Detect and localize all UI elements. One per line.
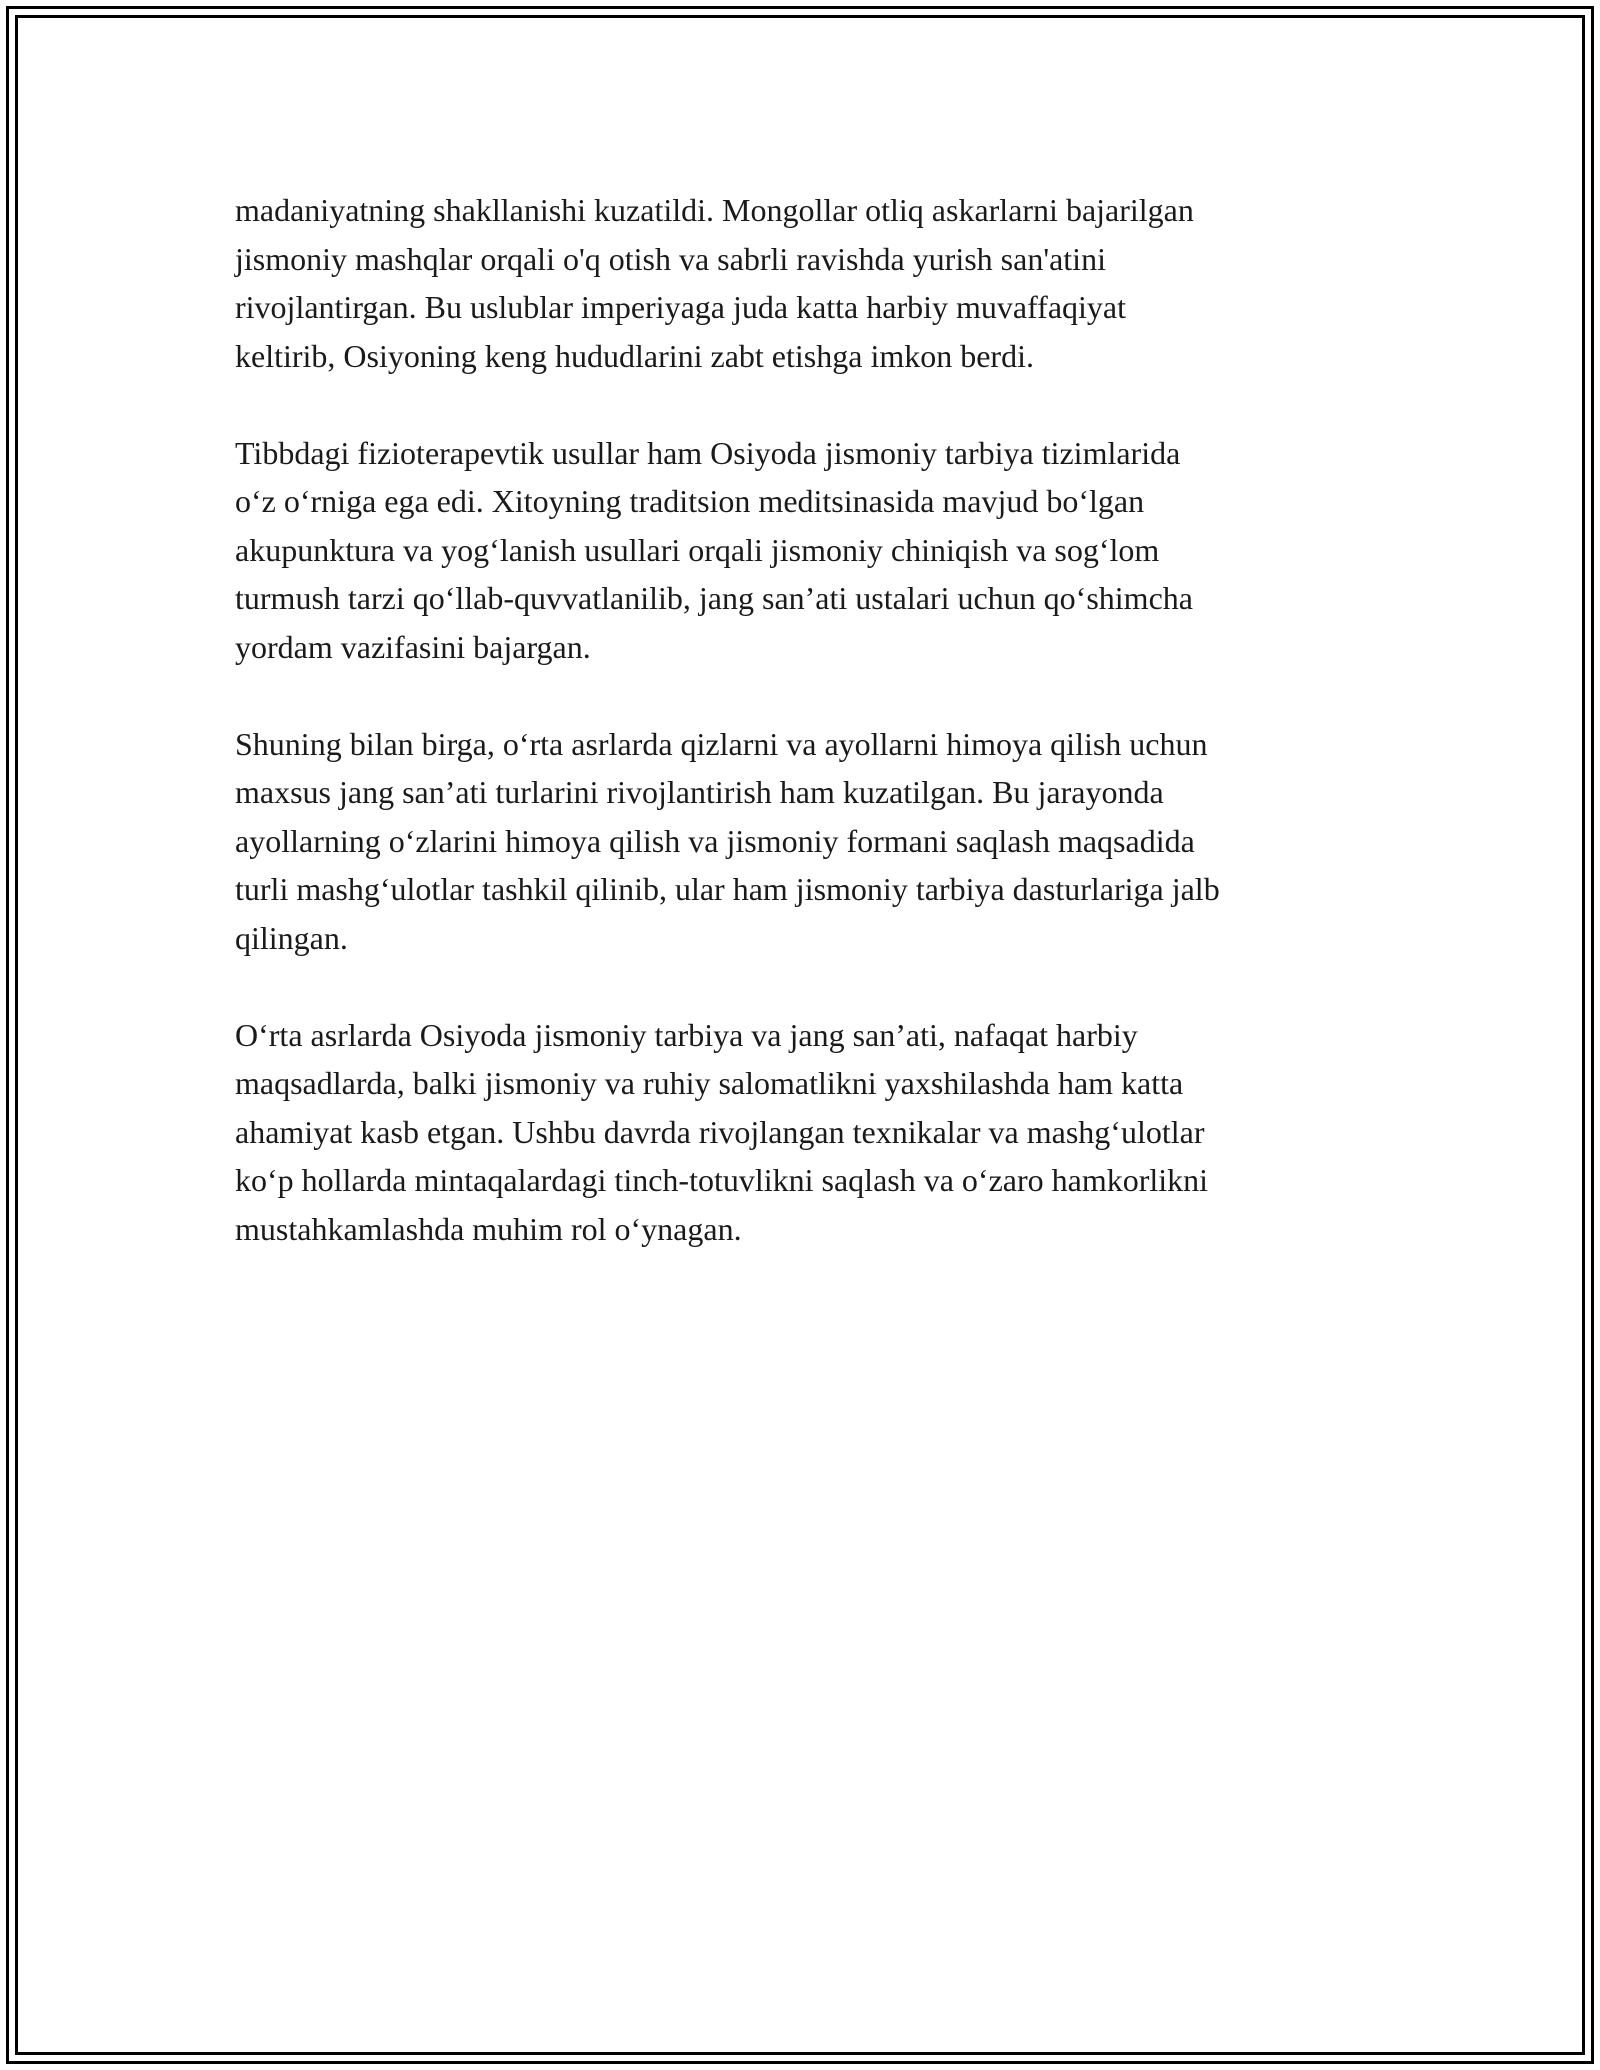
text-line: turli mashg‘ulotlar tashkil qilinib, ular ham jismoniy tarbiya dasturlariga jalb <box>235 871 1220 907</box>
text-line: rivojlantirgan. Bu uslublar imperiyaga juda katta harbiy muvaffaqiyat <box>235 289 1127 325</box>
text-line: o‘z o‘rniga ega edi. Xitoyning traditsion meditsinasida mavjud bo‘lgan <box>235 483 1145 519</box>
text-line: turmush tarzi qo‘llab-quvvatlanilib, jang san’ati ustalari uchun qo‘shimcha <box>235 580 1193 616</box>
paragraph-4 <box>235 1011 1395 1254</box>
paragraph-1 <box>235 186 1395 380</box>
text-line: yordam vazifasini bajargan. <box>235 628 591 665</box>
text-line: ayollarning o‘zlarini himoya qilish va jismoniy formani saqlash maqsadida <box>235 822 1195 859</box>
text-line: madaniyatning shakllanishi kuzatildi. Mongollar otliq askarlarni bajarilgan <box>235 192 1194 228</box>
text-line: akupunktura va yog‘lanish usullari orqali jismoniy chiniqish va sog‘lom <box>235 531 1160 568</box>
text-line: mustahkamlashda muhim rol o‘ynagan. <box>235 1210 742 1247</box>
text-line: jismoniy mashqlar orqali o'q otish va sabrli ravishda yurish san'atini <box>235 240 1106 277</box>
text-line: ahamiyat kasb etgan. Ushbu davrda rivojlangan texnikalar va mashg‘ulotlar <box>235 1113 1205 1150</box>
text-line: maxsus jang san’ati turlarini rivojlantirish ham kuzatilgan. Bu jarayonda <box>235 774 1164 810</box>
text-line: O‘rta asrlarda Osiyoda jismoniy tarbiya va jang san’ati, nafaqat harbiy <box>235 1016 1138 1053</box>
text-line: Tibbdagi fizioterapevtik usullar ham Osiyoda jismoniy tarbiya tizimlarida <box>235 434 1181 471</box>
text-line: Shuning bilan birga, o‘rta asrlarda qizlarni va ayollarni himoya qilish uchun <box>235 725 1208 762</box>
paragraph-2 <box>235 429 1395 672</box>
paragraph-3 <box>235 720 1395 963</box>
text-line: keltirib, Osiyoning keng hududlarini zabt etishga imkon berdi. <box>235 337 1034 374</box>
document-body <box>235 186 1395 1302</box>
text-line: ko‘p hollarda mintaqalardagi tinch-totuvlikni saqlash va o‘zaro hamkorlikni <box>235 1162 1209 1198</box>
text-line: maqsadlarda, balki jismoniy va ruhiy salomatlikni yaxshilashda ham katta <box>235 1065 1184 1101</box>
text-line: qilingan. <box>235 919 348 956</box>
